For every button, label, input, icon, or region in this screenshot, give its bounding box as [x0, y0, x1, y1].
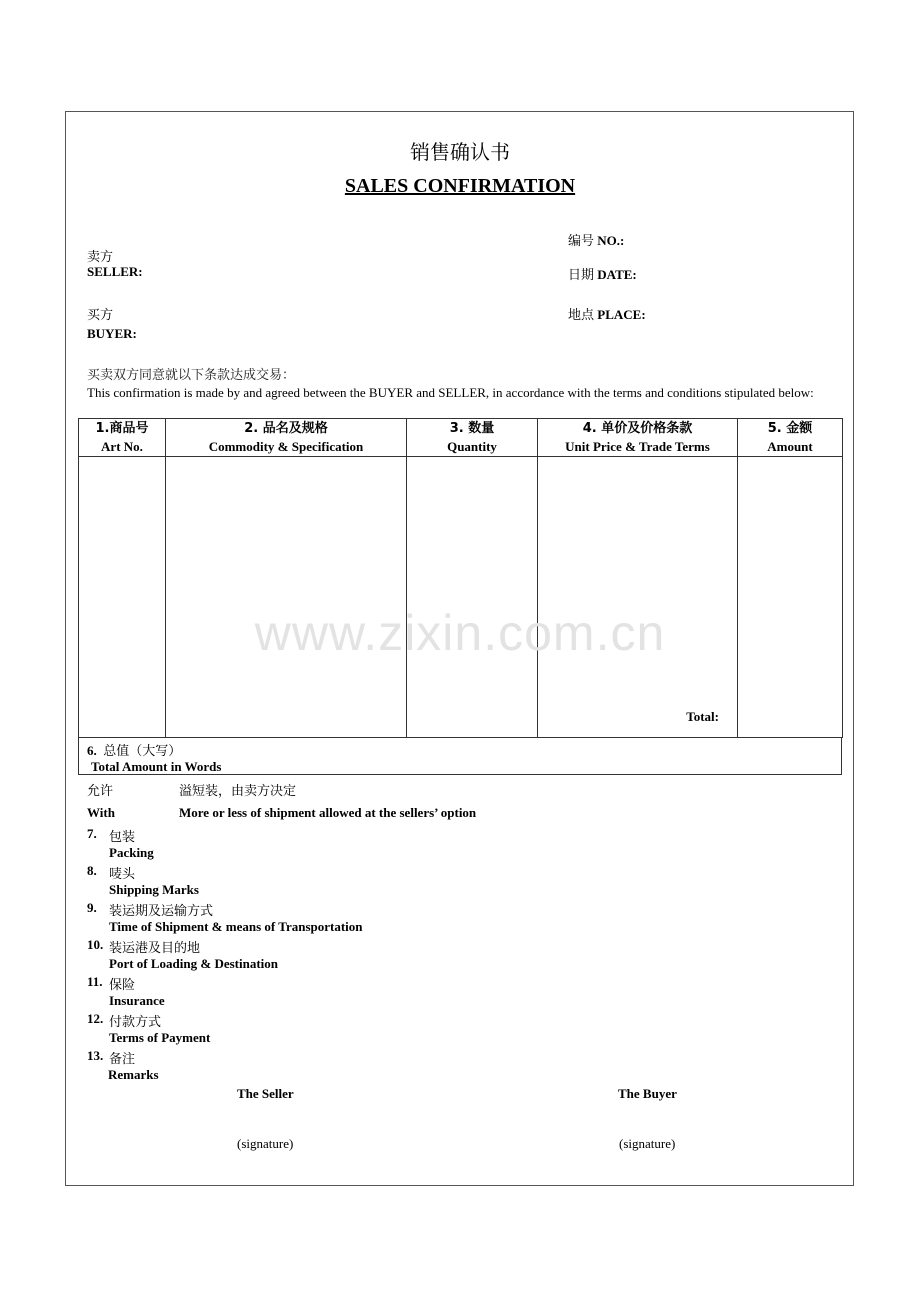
number-field [568, 230, 624, 249]
clause-7-num: 7. [87, 826, 97, 841]
intro-en: This confirmation is made by and agreed between the BUYER and SELLER, in accordance with the terms and conditions stipulated below: [87, 385, 814, 400]
cell-art-no[interactable] [79, 457, 166, 738]
clause-10-cn: 装运港及目的地 [109, 941, 201, 956]
clause-12-num: 12. [87, 1011, 104, 1026]
table-header-row [79, 419, 843, 457]
total-label: Total: [686, 709, 719, 724]
date-field [568, 264, 637, 283]
number-label-en: NO.: [597, 233, 625, 248]
seller-signature-label: The Seller [237, 1086, 294, 1101]
clause-7-en: Packing [109, 845, 154, 860]
header-quantity: 3. 数量 Quantity [407, 419, 538, 457]
date-label-en: DATE: [597, 267, 637, 282]
total-words-heading: 6. 总值（大写） [87, 743, 182, 759]
clause-7-cn: 包装 [109, 830, 136, 845]
allowance-text-en: More or less of shipment allowed at the sellers’ option [179, 805, 477, 820]
clause-9-num: 9. [87, 900, 97, 915]
buyer-signature-label: The Buyer [618, 1086, 677, 1101]
place-label-en: PLACE: [597, 307, 646, 322]
clause-9-en: Time of Shipment & means of Transportation [109, 919, 363, 934]
header-amount: 5. 金额 Amount [738, 419, 843, 457]
clause-8-num: 8. [87, 863, 97, 878]
title-chinese: 销售确认书 [410, 140, 510, 164]
clause-13-num: 13. [87, 1048, 104, 1063]
place-field [568, 304, 646, 323]
buyer-label-cn: 买方 [87, 308, 114, 323]
cell-unit-price[interactable] [538, 457, 738, 738]
clause-11-cn: 保险 [109, 978, 136, 993]
total-words-en: Total Amount in Words [91, 759, 222, 774]
number-label-cn: 编号 [568, 234, 595, 249]
title-english: SALES CONFIRMATION [344, 175, 576, 197]
allowance-label-cn: 允许 [87, 784, 114, 799]
clause-11-num: 11. [87, 974, 103, 989]
clause-11-en: Insurance [109, 993, 165, 1008]
clause-12-en: Terms of Payment [109, 1030, 211, 1045]
goods-table [78, 418, 843, 738]
header-commodity: 2. 品名及规格 Commodity & Specification [166, 419, 407, 457]
watermark: www.zixin.com.cn [254, 605, 666, 661]
header-art-no: 1.商品号 Art No. [79, 419, 166, 457]
allowance-label-en: With [87, 805, 115, 820]
clause-10-num: 10. [87, 937, 104, 952]
table-row [79, 457, 843, 738]
buyer-signature-field[interactable]: (signature) [619, 1136, 676, 1151]
clause-9-cn: 装运期及运输方式 [109, 904, 214, 919]
buyer-label-en: BUYER: [87, 326, 137, 341]
cell-commodity[interactable] [166, 457, 407, 738]
seller-label-cn: 卖方 [87, 250, 114, 265]
allowance-text-cn: 溢短装，由卖方决定 [179, 784, 297, 799]
intro-cn: 买卖双方同意就以下条款达成交易： [87, 368, 296, 383]
seller-label-en: SELLER: [87, 264, 143, 279]
clause-10-en: Port of Loading & Destination [109, 956, 278, 971]
clause-13-en: Remarks [108, 1067, 159, 1082]
place-label-cn: 地点 [568, 308, 595, 323]
seller-signature-field[interactable]: (signature) [237, 1136, 294, 1151]
clause-8-cn: 唛头 [109, 867, 136, 882]
header-unit-price: 4. 单价及价格条款 Unit Price & Trade Terms [538, 419, 738, 457]
clause-8-en: Shipping Marks [109, 882, 199, 897]
cell-amount[interactable] [738, 457, 843, 738]
clause-13-cn: 备注 [109, 1052, 136, 1067]
clause-12-cn: 付款方式 [109, 1015, 162, 1030]
date-label-cn: 日期 [568, 268, 595, 283]
cell-quantity[interactable] [407, 457, 538, 738]
